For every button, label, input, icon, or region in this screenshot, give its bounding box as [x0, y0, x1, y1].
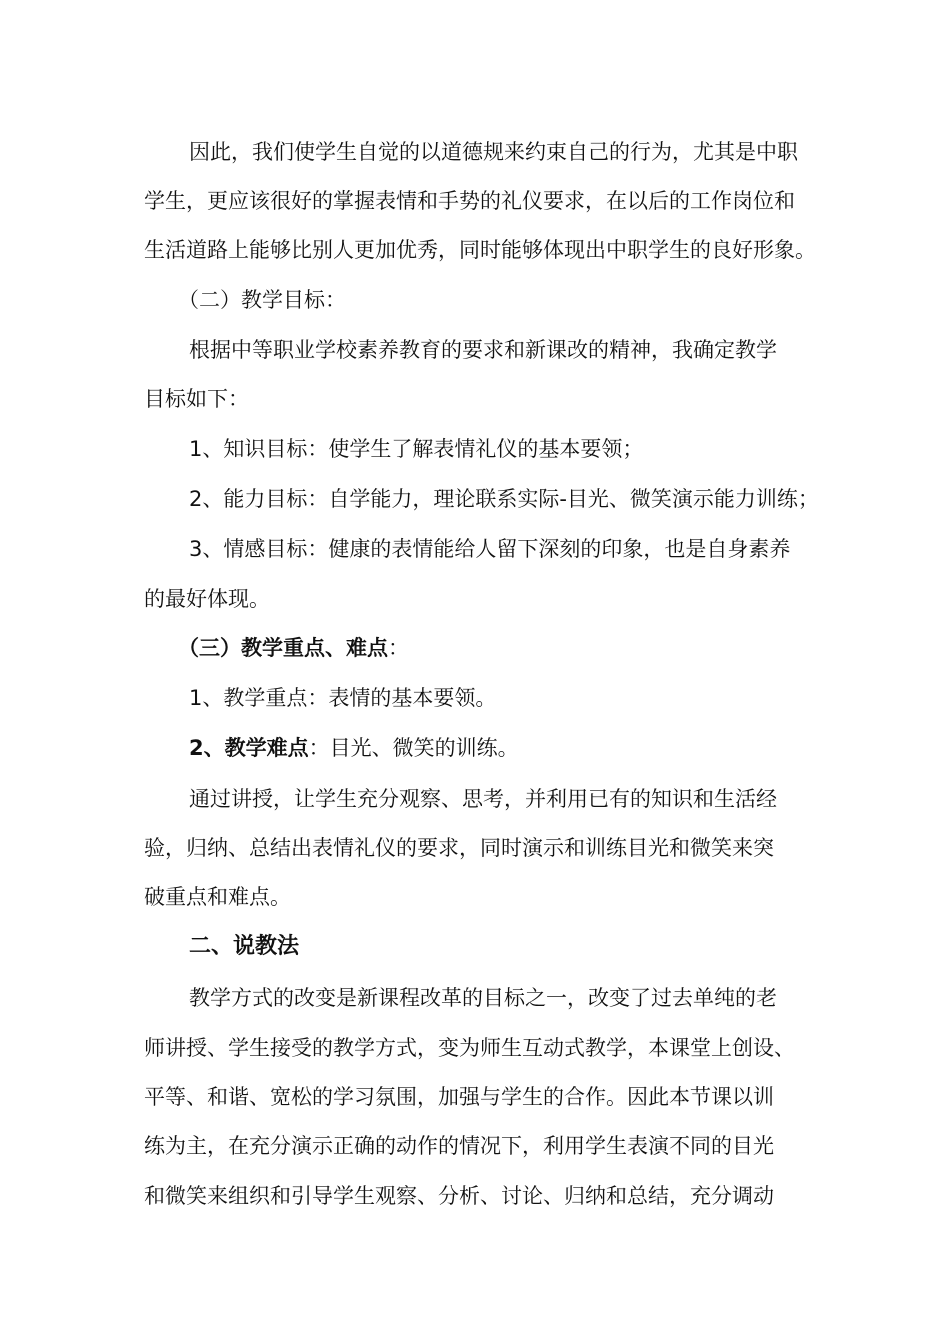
difficult-point-item [189, 733, 519, 763]
paragraph-line: 验，归纳、总结出表情礼仪的要求，同时演示和训练目光和微笑来突 [144, 836, 774, 860]
paragraph-line: 目标如下： [144, 387, 249, 411]
paragraph-line: 平等、和谐、宽松的学习氛围，加强与学生的合作。因此本节课以训 [144, 1085, 774, 1109]
paragraph-line: 练为主，在充分演示正确的动作的情况下，利用学生表演不同的目光 [144, 1134, 774, 1158]
paragraph-line: 因此，我们使学生自觉的以道德规来约束自己的行为，尤其是中职 [189, 140, 798, 164]
difficult-point-text: ：目光、微笑的训练。 [308, 736, 519, 760]
paragraph-line: 通过讲授，让学生充分观察、思考，并利用已有的知识和生活经 [189, 787, 777, 811]
goal-item-ability: 2、能力目标：自学能力，理论联系实际-目光、微笑演示能力训练； [189, 487, 819, 511]
paragraph-line: 生活道路上能够比别人更加优秀，同时能够体现出中职学生的良好形象。 [144, 238, 816, 262]
paragraph-line: 根据中等职业学校素养教育的要求和新课改的精神，我确定教学 [189, 338, 777, 362]
heading-teaching-method: 二、说教法 [189, 934, 300, 959]
goal-item-knowledge: 1、知识目标：使学生了解表情礼仪的基本要领； [189, 437, 644, 461]
paragraph-line: 教学方式的改变是新课程改革的目标之一，改变了过去单纯的老 [189, 986, 777, 1010]
paragraph-line: 和微笑来组织和引导学生观察、分析、讨论、归纳和总结，充分调动 [144, 1184, 774, 1208]
paragraph-line: 师讲授、学生接受的教学方式，变为师生互动式教学，本课堂上创设、 [144, 1036, 795, 1060]
section-heading-objectives: （二）教学目标： [178, 288, 346, 312]
paragraph-line: 的最好体现。 [144, 587, 270, 611]
section-heading-key-points-colon: ： [388, 636, 409, 660]
section-heading-key-points [178, 633, 409, 663]
section-heading-key-points-bold: （三）教学重点、难点 [178, 636, 388, 660]
paragraph-line: 破重点和难点。 [144, 885, 291, 909]
difficult-point-label: 2、教学难点 [189, 736, 309, 760]
key-point-item: 1、教学重点：表情的基本要领。 [189, 686, 497, 710]
paragraph-line: 学生，更应该很好的掌握表情和手势的礼仪要求，在以后的工作岗位和 [144, 189, 795, 213]
goal-item-emotion: 3、情感目标：健康的表情能给人留下深刻的印象，也是自身素养 [189, 537, 791, 561]
